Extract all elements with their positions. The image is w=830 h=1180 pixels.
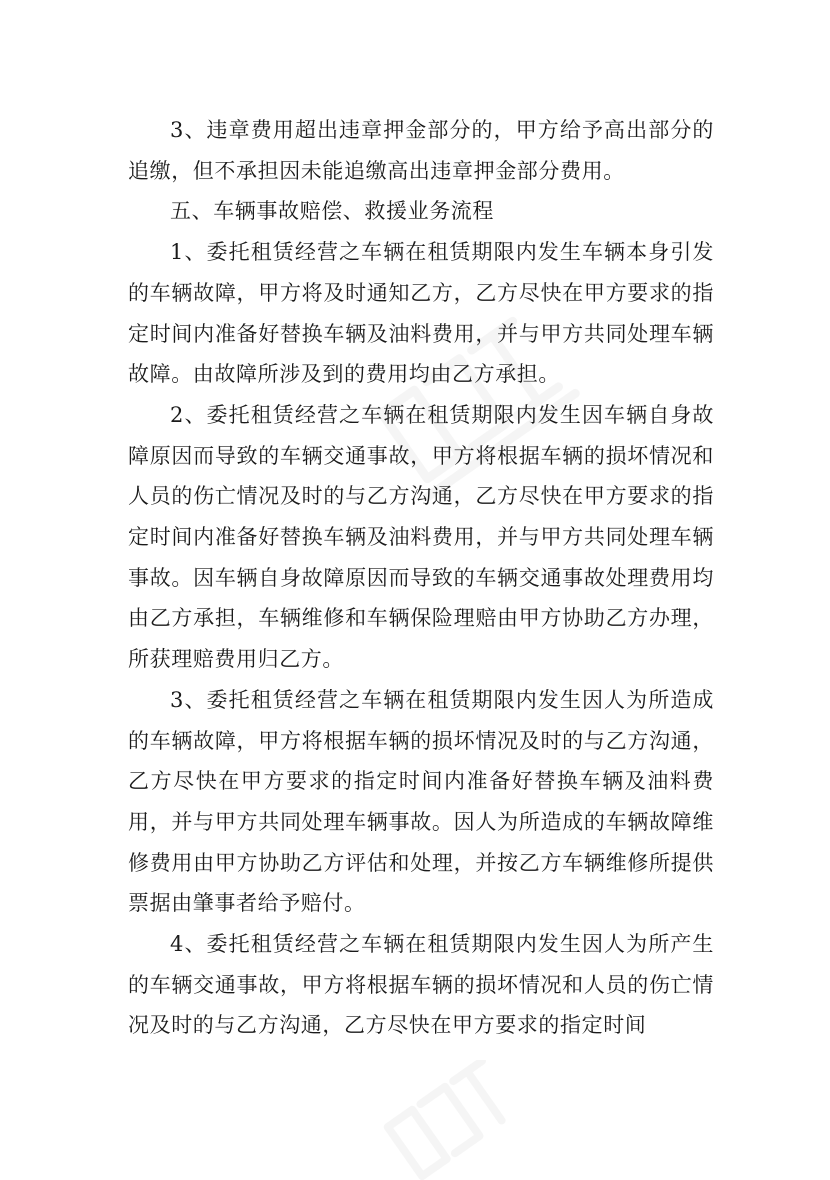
paragraph-4: 3、委托租赁经营之车辆在租赁期限内发生因人为所造成的车辆故障，甲方将根据车辆的损坏情况及时的与乙方沟通，乙方尽快在甲方要求的指定时间内准备好替换车辆及油料费用，并与甲方共同处理车辆事故。因人为所造成的车辆故障维修费用由甲方协助乙方评估和处理，并按乙方车辆维修所提供票据由肇事者给予赔付。 <box>128 687 714 916</box>
paragraph-2: 1、委托租赁经营之车辆在租赁期限内发生车辆本身引发的车辆故障，甲方将及时通知乙方，乙方尽快在甲方要求的指定时间内准备好替换车辆及油料费用，并与甲方共同处理车辆故障。由故障所涉及到的费用均由乙方承担。 <box>128 240 714 387</box>
section-heading-five: 五、车辆事故赔偿、救援业务流程 <box>170 199 494 224</box>
paragraph-3: 2、委托租赁经营之车辆在租赁期限内发生因车辆自身故障原因而导致的车辆交通事故，甲方将根据车辆的损坏情况和人员的伤亡情况及时的与乙方沟通，乙方尽快在甲方要求的指定时间内准备好替换车辆及油料费用，并与甲方共同处理车辆事故。因车辆自身故障原因而导致的车辆交通事故处理费用均由乙方承担，车辆维修和车辆保险理赔由甲方协助乙方办理，所获理赔费用归乙方。 <box>128 402 714 672</box>
watermark-logo-bottom <box>380 1060 520 1180</box>
paragraph-5: 4、委托租赁经营之车辆在租赁期限内发生因人为所产生的车辆交通事故，甲方将根据车辆的损坏情况和人员的伤亡情况及时的与乙方沟通，乙方尽快在甲方要求的指定时间 <box>128 932 714 1038</box>
document-body <box>128 110 714 1046</box>
paragraph-1: 3、违章费用超出违章押金部分的，甲方给予高出部分的追缴，但不承担因未能追缴高出违章押金部分费用。 <box>128 118 714 183</box>
